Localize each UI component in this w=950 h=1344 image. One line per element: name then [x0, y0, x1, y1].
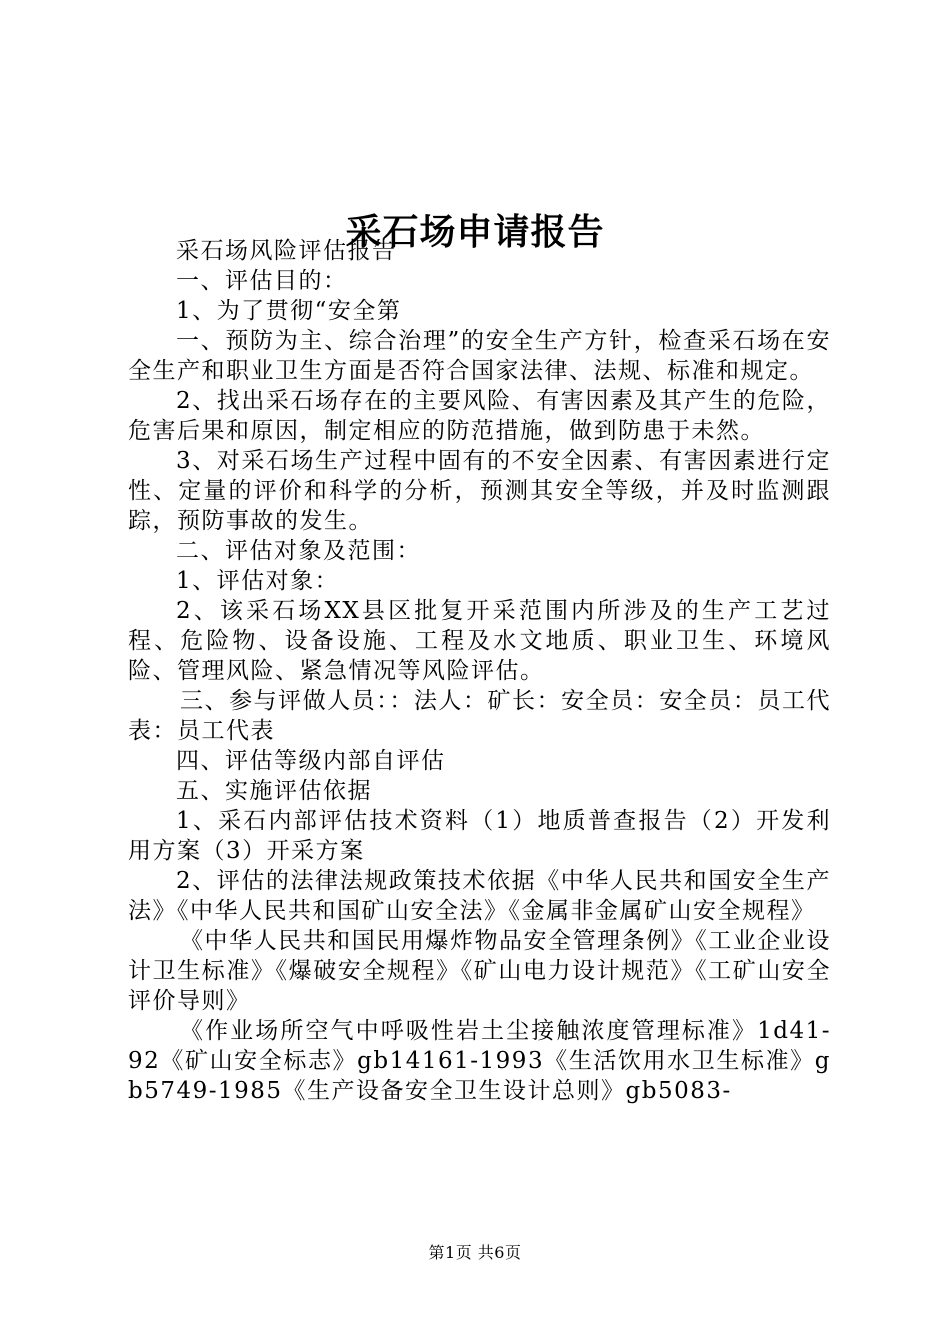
- paragraph-purpose-3: 3、对采石场生产过程中固有的不安全因素、有害因素进行定性、定量的评价和科学的分析，预测其安全等级，并及时监测跟踪，预防事故的发生。: [128, 448, 831, 534]
- page-title: 采石场申请报告: [345, 211, 605, 254]
- paragraph-section-1-heading: 一、评估目的：: [176, 268, 348, 294]
- paragraph-section-4: 四、评估等级内部自评估: [176, 748, 446, 774]
- paragraph-purpose-2: 2、找出采石场存在的主要风险、有害因素及其产生的危险，危害后果和原因，制定相应的防范措施，做到防患于未然。: [128, 388, 831, 444]
- page-footer: 第1页 共6页: [428, 1243, 522, 1262]
- paragraph-section-2-heading: 二、评估对象及范围：: [176, 538, 421, 564]
- paragraph-scope-1: 1、评估对象：: [176, 568, 340, 594]
- paragraph-regulations-1: 《中华人民共和国民用爆炸物品安全管理条例》《工业企业设计卫生标准》《爆破安全规程》《矿山电力设计规范》《工矿山安全评价导则》: [128, 928, 831, 1014]
- paragraph-section-5-heading: 五、实施评估依据: [176, 778, 372, 804]
- paragraph-purpose-1-cont: 一、预防为主、综合治理”的安全生产方针，检查采石场在安全生产和职业卫生方面是否符合国家法律、法规、标准和规定。: [128, 328, 831, 384]
- paragraph-basis-1: 1、采石内部评估技术资料（1）地质普查报告（2）开发利用方案（3）开采方案: [128, 808, 831, 864]
- paragraph-section-3: 三、参与评做人员：：法人：矿长：安全员：安全员：员工代表：员工代表: [128, 688, 831, 744]
- paragraph-purpose-1: 1、为了贯彻“安全第: [176, 298, 402, 324]
- paragraph-scope-2: 2、该采石场XX县区批复开采范围内所涉及的生产工艺过程、危险物、设备设施、工程及水文地质、职业卫生、环境风险、管理风险、紧急情况等风险评估。: [128, 598, 831, 684]
- paragraph-subtitle: 采石场风险评估报告: [176, 238, 397, 264]
- document-body: [128, 236, 831, 1106]
- paragraph-basis-2: 2、评估的法律法规政策技术依据《中华人民共和国安全生产法》《中华人民共和国矿山安全法》《金属非金属矿山安全规程》: [128, 868, 831, 924]
- paragraph-regulations-2: 《作业场所空气中呼吸性岩土尘接触浓度管理标准》1d41-92《矿山安全标志》gb14161-1993《生活饮用水卫生标准》gb5749-1985《生产设备安全卫生设计总则》gb5083-: [128, 1018, 831, 1104]
